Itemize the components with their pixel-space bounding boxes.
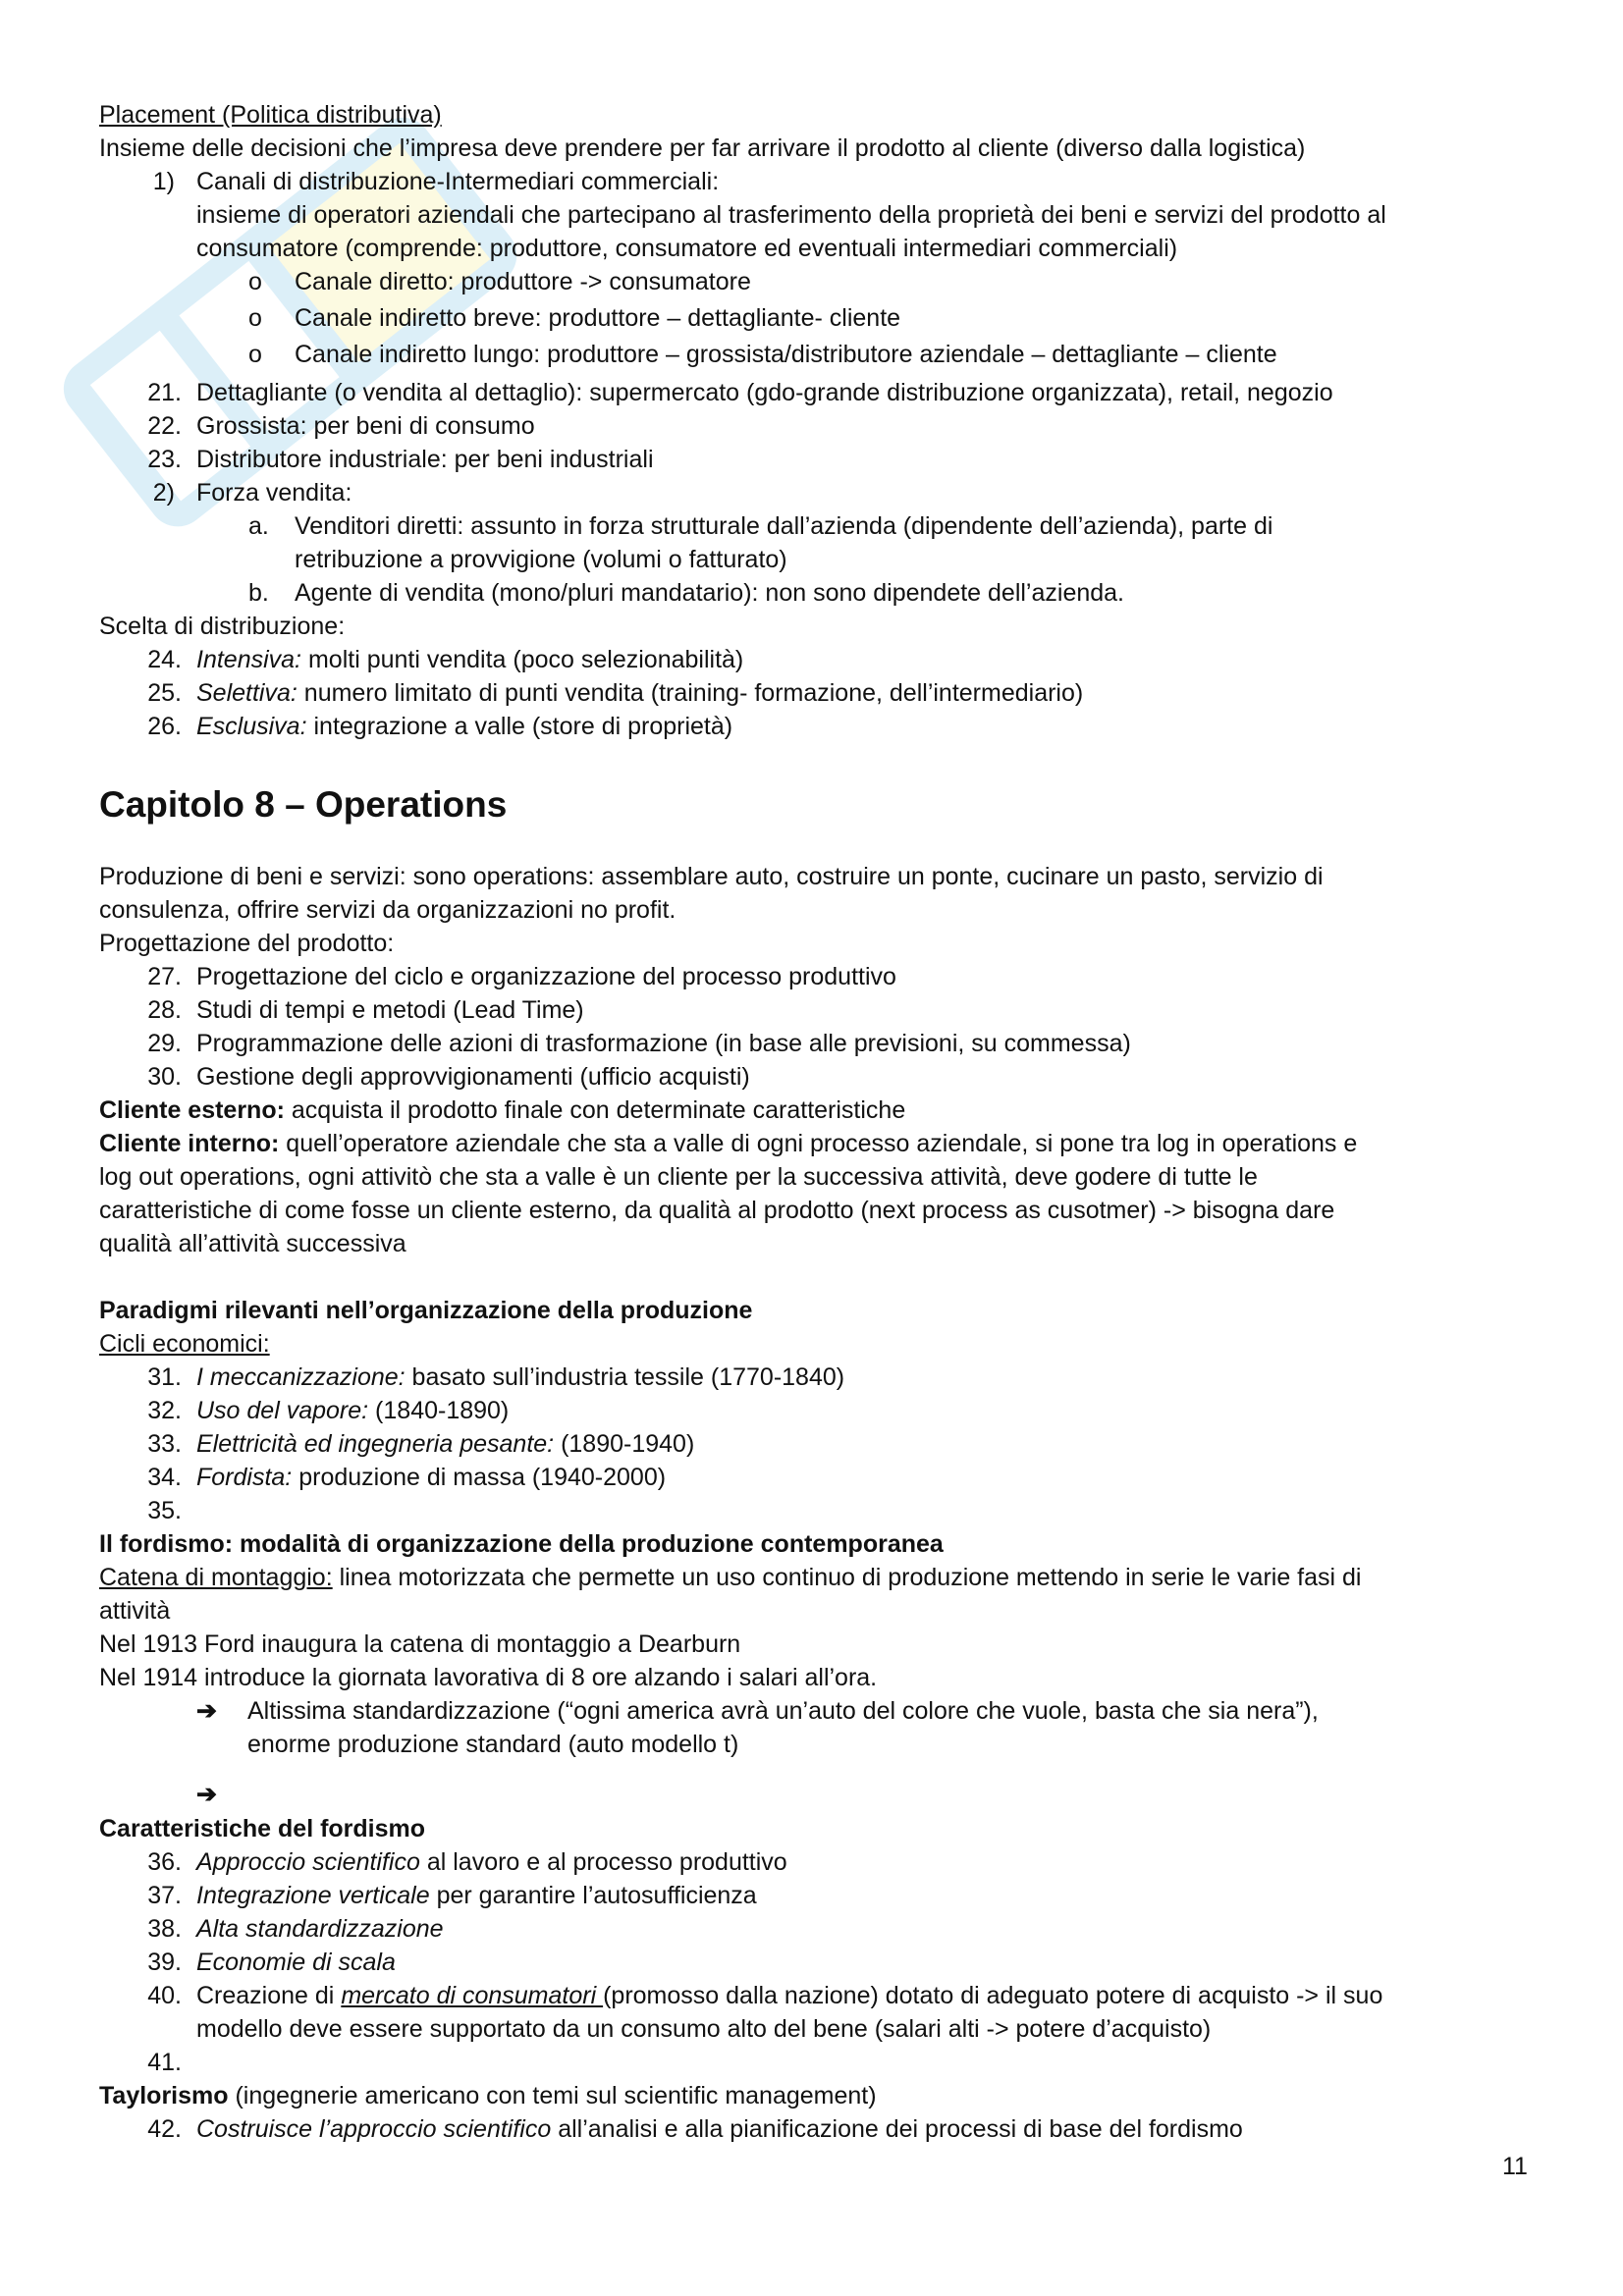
list-item: Alta standardizzazione (196, 1915, 444, 1943)
list-item: Dettagliante (o vendita al dettaglio): supermercato (gdo-grande distribuzione organizzata), retail, negozio (196, 379, 1333, 406)
paragraph: Cliente interno: quell’operatore aziendale che sta a valle di ogni processo aziendale, si pone tra log in operations e (99, 1130, 1358, 1157)
page-number: 11 (1502, 2153, 1528, 2180)
section-heading: Caratteristiche del fordismo (99, 1815, 426, 1842)
list-item: Creazione di mercato di consumatori (promosso dalla nazione) dotato di adeguato potere di acquisto -> il suo (196, 1982, 1383, 2009)
list-number: 24. (147, 646, 182, 673)
paragraph: consulenza, offrire servizi da organizzazioni no profit. (99, 896, 676, 924)
list-number: 1) (152, 168, 175, 195)
list-item: Uso del vapore: (1840-1890) (196, 1397, 510, 1424)
paragraph: attività (99, 1597, 171, 1625)
list-item: Economie di scala (196, 1949, 396, 1976)
list-number: 30. (147, 1063, 182, 1091)
paragraph: Produzione di beni e servizi: sono operations: assemblare auto, costruire un ponte, cucinare un pasto, servizio di (99, 863, 1324, 890)
sub-mark: a. (248, 512, 269, 540)
list-item: Canali di distribuzione-Intermediari commerciali: (196, 168, 720, 195)
section-label: Cicli economici: (99, 1330, 270, 1358)
list-number: 25. (147, 679, 182, 707)
arrow-icon: ➔ (196, 1781, 217, 1808)
paragraph: log out operations, ogni attivitò che sta a valle è un cliente per la successiva attività, deve godere di tutte le (99, 1163, 1258, 1191)
list-item: Fordista: produzione di massa (1940-2000) (196, 1464, 667, 1491)
paragraph: caratteristiche di come fosse un cliente esterno, da qualità al prodotto (next process as cusotmer) -> bisogna dare (99, 1197, 1335, 1224)
list-number: 33. (147, 1430, 182, 1458)
paragraph: qualità all’attività successiva (99, 1230, 406, 1257)
bullet-mark: o (248, 304, 262, 332)
paragraph: Cliente esterno: acquista il prodotto finale con determinate caratteristiche (99, 1096, 906, 1124)
list-item: Forza vendita: (196, 479, 352, 507)
bullet-item: Canale indiretto breve: produttore – dettagliante- cliente (295, 304, 901, 332)
chapter-title: Capitolo 8 – Operations (99, 784, 508, 825)
list-number: 37. (147, 1882, 182, 1909)
list-item: Grossista: per beni di consumo (196, 412, 535, 440)
list-item: Programmazione delle azioni di trasformazione (in base alle previsioni, su commessa) (196, 1030, 1131, 1057)
list-number: 26. (147, 713, 182, 740)
list-number: 42. (147, 2115, 182, 2143)
list-item: Selettiva: numero limitato di punti vendita (training- formazione, dell’intermediario) (196, 679, 1084, 707)
list-number: 34. (147, 1464, 182, 1491)
list-item: Studi di tempi e metodi (Lead Time) (196, 996, 584, 1024)
bullet-item: Canale indiretto lungo: produttore – grossista/distributore aziendale – dettagliante – cliente (295, 341, 1277, 368)
list-number: 22. (147, 412, 182, 440)
list-item: Gestione degli approvvigionamenti (ufficio acquisti) (196, 1063, 750, 1091)
placement-title: Placement (Politica distributiva) (99, 101, 442, 129)
list-number: 36. (147, 1848, 182, 1876)
list-number: 23. (147, 446, 182, 473)
scelta-title: Scelta di distribuzione: (99, 613, 346, 640)
list-number: 27. (147, 963, 182, 990)
list-number: 32. (147, 1397, 182, 1424)
list-item: Intensiva: molti punti vendita (poco selezionabilità) (196, 646, 744, 673)
section-heading: Paradigmi rilevanti nell’organizzazione della produzione (99, 1297, 753, 1324)
list-item-text: consumatore (comprende: produttore, consumatore ed eventuali intermediari commerciali) (196, 235, 1178, 262)
list-number: 41. (147, 2049, 182, 2076)
list-number: 35. (147, 1497, 182, 1524)
arrow-icon: ➔ (196, 1697, 217, 1725)
placement-intro: Insieme delle decisioni che l’impresa deve prendere per far arrivare il prodotto al cliente (diverso dalla logistica) (99, 134, 1306, 162)
bullet-mark: o (248, 268, 262, 295)
paragraph: Taylorismo (ingegnerie americano con temi sul scientific management) (99, 2082, 877, 2109)
list-number: 29. (147, 1030, 182, 1057)
list-number: 28. (147, 996, 182, 1024)
list-item-text: modello deve essere supportato da un consumo alto del bene (salari alti -> potere d’acquisto) (196, 2015, 1212, 2043)
list-number: 39. (147, 1949, 182, 1976)
paragraph: Nel 1913 Ford inaugura la catena di montaggio a Dearburn (99, 1630, 741, 1658)
sub-item: Agente di vendita (mono/pluri mandatario): non sono dipendete dell’azienda. (295, 579, 1125, 607)
list-item: Esclusiva: integrazione a valle (store di proprietà) (196, 713, 733, 740)
sub-item-text: retribuzione a provvigione (volumi o fatturato) (295, 546, 787, 573)
section-heading: Il fordismo: modalità di organizzazione della produzione contemporanea (99, 1530, 944, 1558)
list-item: I meccanizzazione: basato sull’industria tessile (1770-1840) (196, 1363, 845, 1391)
paragraph: Catena di montaggio: linea motorizzata che permette un uso continuo di produzione mettendo in serie le varie fasi di (99, 1564, 1362, 1591)
list-item: Distributore industriale: per beni industriali (196, 446, 654, 473)
bullet-item: Canale diretto: produttore -> consumatore (295, 268, 751, 295)
paragraph: Nel 1914 introduce la giornata lavorativa di 8 ore alzando i salari all’ora. (99, 1664, 878, 1691)
list-number: 38. (147, 1915, 182, 1943)
list-item: Approccio scientifico al lavoro e al processo produttivo (196, 1848, 787, 1876)
list-number: 40. (147, 1982, 182, 2009)
list-item: Costruisce l’approccio scientifico all’analisi e alla pianificazione dei processi di base del fordismo (196, 2115, 1243, 2143)
sub-item: Venditori diretti: assunto in forza strutturale dall’azienda (dipendente dell’azienda), parte di (295, 512, 1273, 540)
bullet-mark: o (248, 341, 262, 368)
arrow-item-text: enorme produzione standard (auto modello t) (247, 1731, 739, 1758)
list-item-text: insieme di operatori aziendali che partecipano al trasferimento della proprietà dei beni e servizi del prodotto al (196, 201, 1386, 229)
list-item: Progettazione del ciclo e organizzazione del processo produttivo (196, 963, 896, 990)
arrow-item: Altissima standardizzazione (“ogni america avrà un’auto del colore che vuole, basta che sia nera”), (247, 1697, 1319, 1725)
list-number: 21. (147, 379, 182, 406)
list-item: Elettricità ed ingegneria pesante: (1890-1940) (196, 1430, 695, 1458)
sub-mark: b. (248, 579, 269, 607)
list-number: 2) (152, 479, 175, 507)
list-number: 31. (147, 1363, 182, 1391)
section-label: Progettazione del prodotto: (99, 930, 395, 957)
list-item: Integrazione verticale per garantire l’autosufficienza (196, 1882, 757, 1909)
